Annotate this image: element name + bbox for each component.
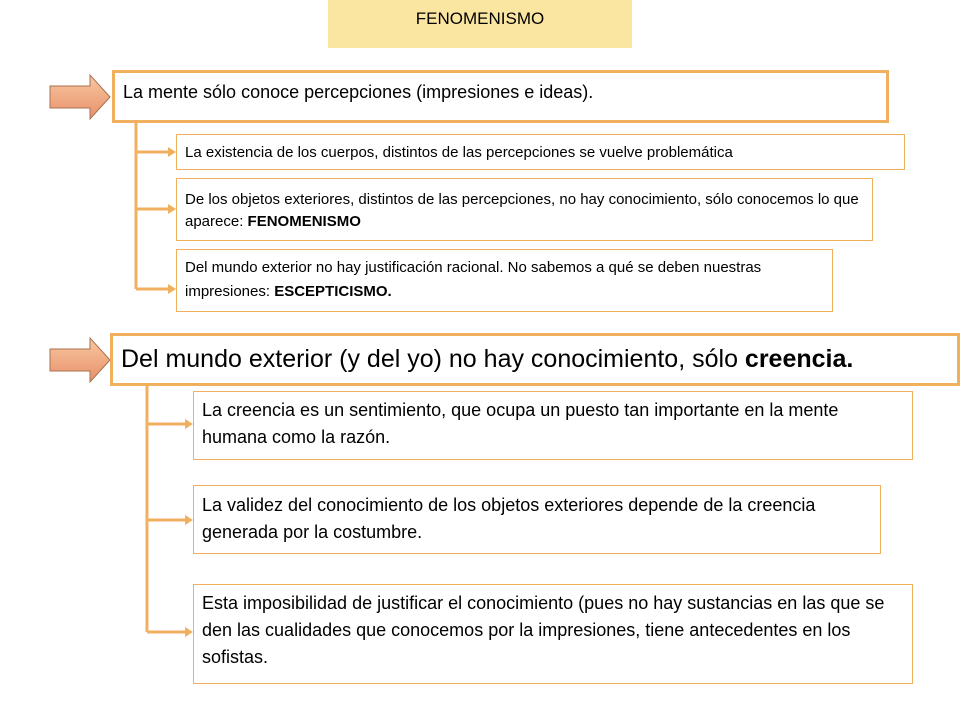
- main-statement-2-bold: creencia.: [744, 345, 854, 373]
- sub-statement-text: La creencia es un sentimiento, que ocupa un puesto tan importante en la mente humana como la razón.: [202, 400, 839, 447]
- title-text: FENOMENISMO: [415, 9, 545, 28]
- sub-statement-1-3: [176, 249, 833, 312]
- main-statement-1: [112, 70, 889, 123]
- sub-statement-2-3: [193, 584, 913, 684]
- sub-statement-bold: FENOMENISMO: [247, 213, 361, 230]
- connector-tree-1: [136, 123, 172, 289]
- arrow-1-icon: [50, 75, 110, 119]
- connector-arrowheads-2: [185, 419, 193, 637]
- connector-tree-2: [147, 386, 189, 632]
- main-statement-2-text: Del mundo exterior (y del yo) no hay conocimiento, sólo: [121, 345, 745, 373]
- main-statement-1-text: La mente sólo conoce percepciones (impresiones e ideas).: [123, 82, 594, 102]
- sub-statement-text: Esta imposibilidad de justificar el conocimiento (pues no hay sustancias en las que se den las cualidades que conocemos por la impresiones, tiene antecedentes en los sofistas.: [202, 593, 885, 667]
- sub-statement-text: Del mundo exterior no hay justificación racional. No sabemos a qué se deben nuestras impresiones:: [185, 259, 762, 300]
- sub-statement-bold: ESCEPTICISMO.: [274, 283, 392, 300]
- sub-statement-text: De los objetos exteriores, distintos de las percepciones, no hay conocimiento, sólo conocemos lo que aparece:: [185, 191, 859, 230]
- sub-statement-1-2: [176, 178, 873, 241]
- connector-arrowheads-1: [168, 147, 176, 294]
- sub-statement-1-1: [176, 134, 905, 170]
- main-statement-2: [110, 333, 960, 386]
- sub-statement-2-2: [193, 485, 881, 554]
- arrow-2-icon: [50, 338, 110, 382]
- sub-statement-text: La existencia de los cuerpos, distintos de las percepciones se vuelve problemática: [185, 144, 733, 161]
- sub-statement-2-1: [193, 391, 913, 460]
- sub-statement-text: La validez del conocimiento de los objetos exteriores depende de la creencia generada por la costumbre.: [202, 495, 816, 542]
